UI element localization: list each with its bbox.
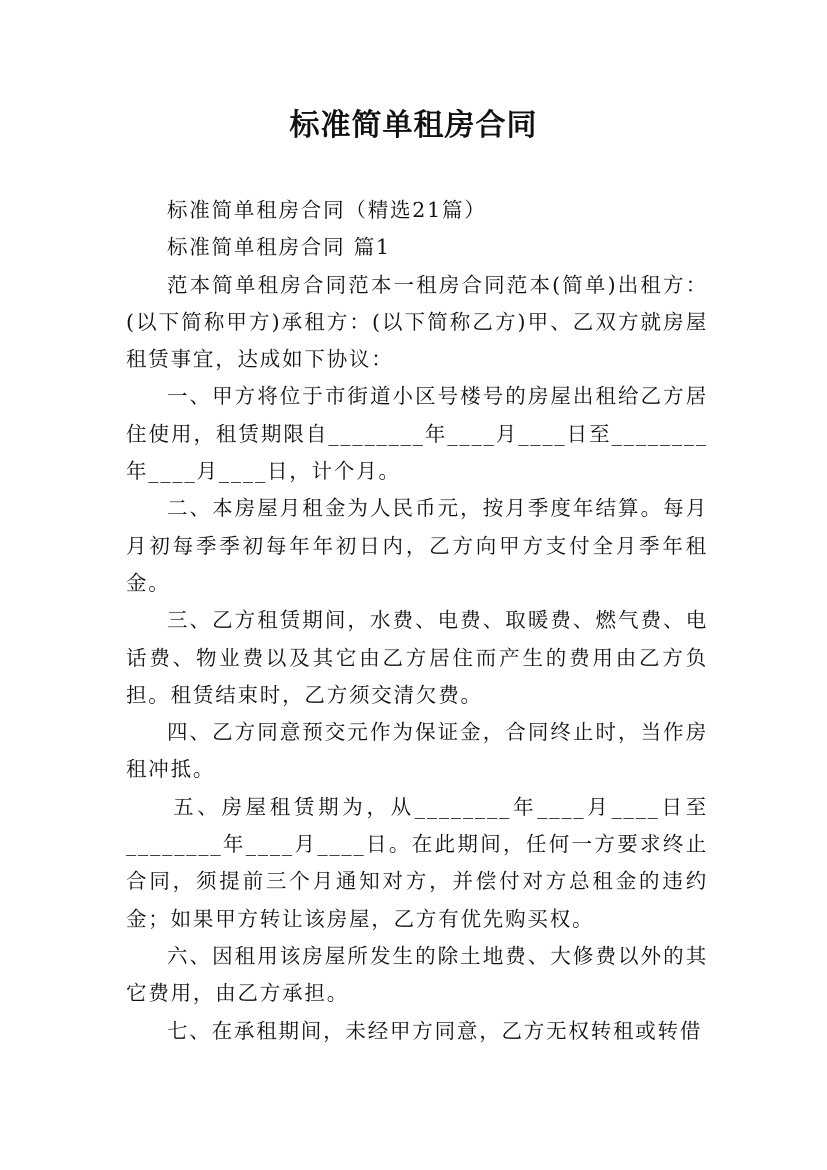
document-body [126, 192, 708, 1050]
paragraph-clause-3: 三、乙方租赁期间，水费、电费、取暖费、燃气费、电话费、物业费以及其它由乙方居住而产生的费用由乙方负担。租赁结束时，乙方须交清欠费。 [126, 608, 708, 707]
paragraph-clause-7: 七、在承租期间，未经甲方同意，乙方无权转租或转借 [167, 1018, 703, 1043]
paragraph-clause-1: 一、甲方将位于市街道小区号楼号的房屋出租给乙方居住使用，租赁期限自________年____月____日至________年____月____日，计个月。 [126, 384, 708, 484]
paragraph-clause-2: 二、本房屋月租金为人民币元，按月季度年结算。每月月初每季季初每年年初日内，乙方向甲方支付全月季年租金。 [126, 496, 708, 595]
paragraph-clause-4: 四、乙方同意预交元作为保证金，合同终止时，当作房租冲抵。 [126, 720, 708, 782]
paragraph-clause-6: 六、因租用该房屋所发生的除土地费、大修费以外的其它费用，由乙方承担。 [126, 943, 708, 1006]
paragraph-collection-heading: 标准简单租房合同（精选21篇） [167, 198, 487, 222]
paragraph-clause-5: 五、房屋租赁期为，从________年____月____日至________年____月____日。在此期间，任何一方要求终止合同，须提前三个月通知对方，并偿付对方总租金的违约金；如果甲方转让该房屋，乙方有优先购买权。 [126, 794, 708, 931]
paragraph-intro: 范本简单租房合同范本一租房合同范本(简单)出租方：(以下简称甲方)承租方：(以下简称乙方)甲、乙双方就房屋租赁事宜，达成如下协议： [126, 272, 708, 372]
document-title: 标准简单租房合同 [289, 108, 538, 143]
paragraph-section-heading: 标准简单租房合同 篇1 [167, 235, 391, 260]
